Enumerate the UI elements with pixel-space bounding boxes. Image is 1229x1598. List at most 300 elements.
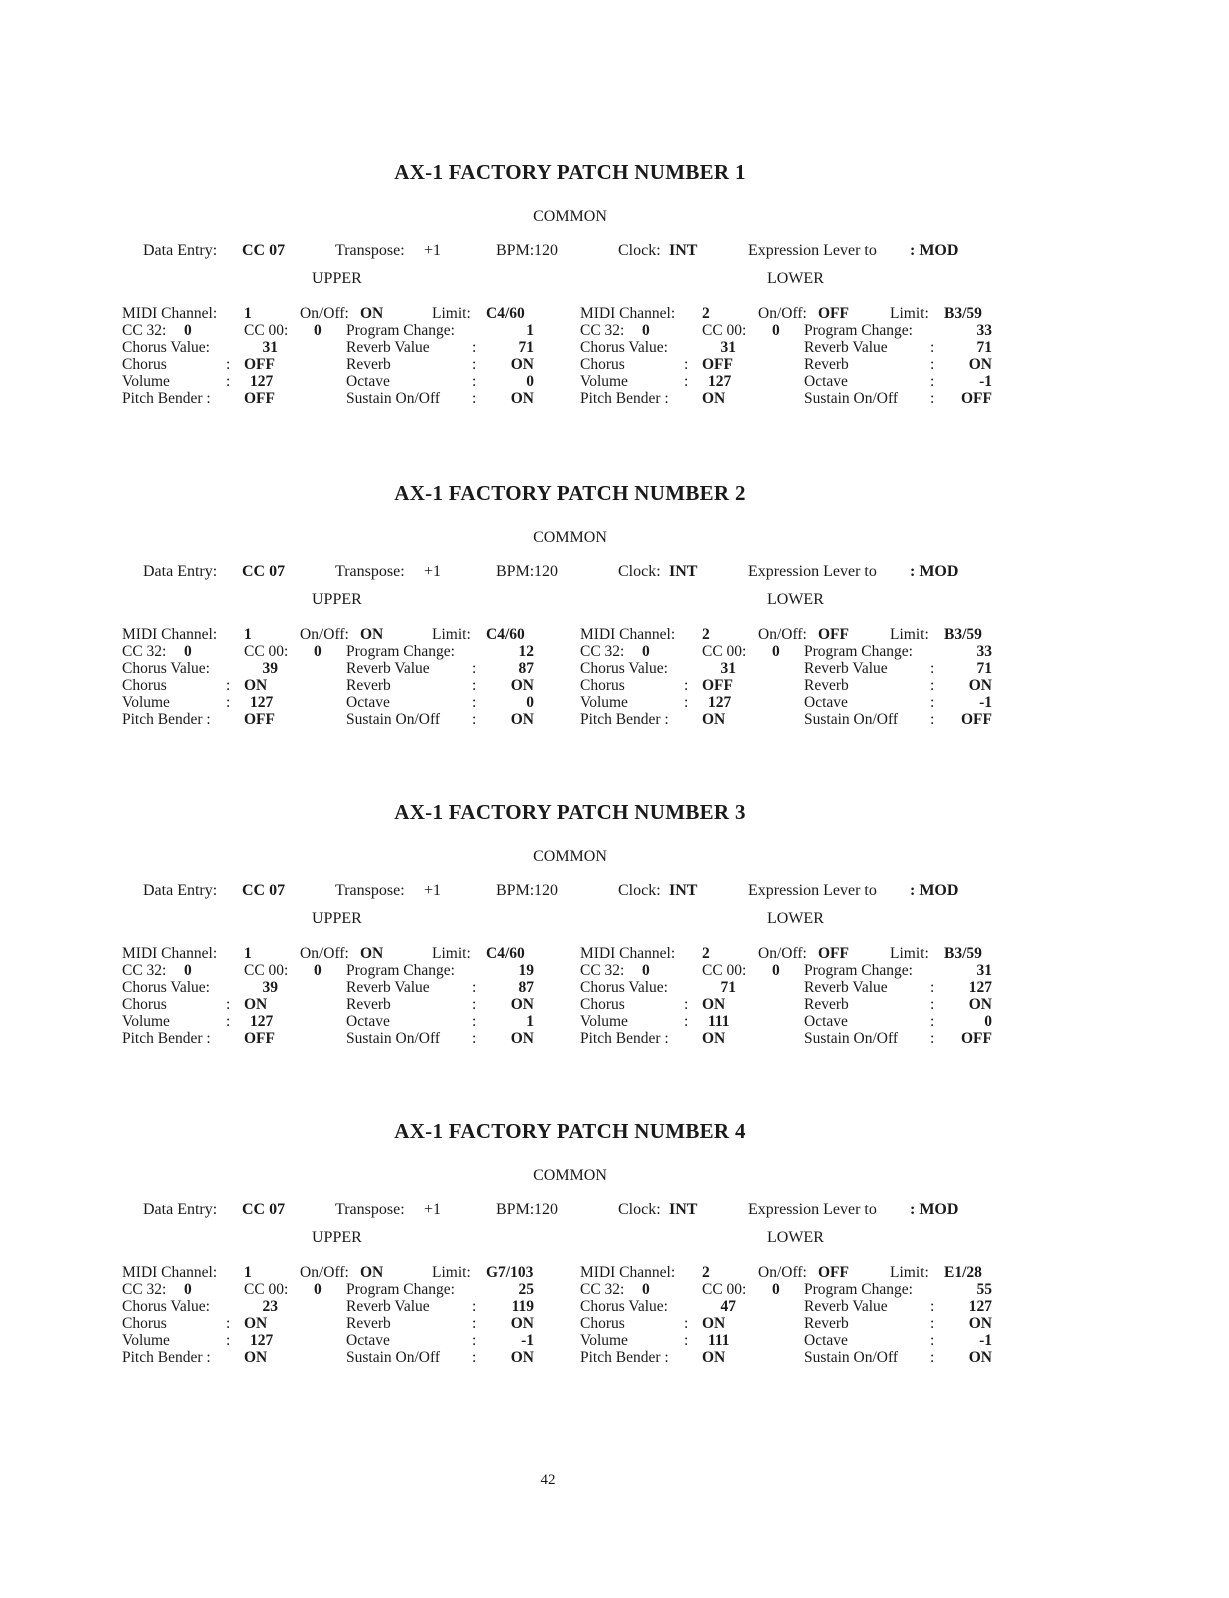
upper-row-midi <box>122 626 552 643</box>
lower-row-volume <box>580 373 1010 390</box>
upper-label: Sustain On/Off <box>346 390 441 407</box>
patch-block <box>0 160 1229 460</box>
upper-label: Octave <box>346 694 390 711</box>
lower-value: OFF <box>702 677 733 694</box>
lower-row-chorus-value <box>580 339 1010 356</box>
lower-value: 31 <box>976 962 992 979</box>
common-value: : MOD <box>910 882 959 899</box>
upper-value: -1 <box>521 1332 534 1349</box>
upper-value: C4/60 <box>486 945 525 962</box>
upper-row-chorus <box>122 677 552 694</box>
upper-label: Chorus <box>122 1315 167 1332</box>
upper-value: 119 <box>511 1298 534 1315</box>
lower-row-volume <box>580 1332 1010 1349</box>
lower-label: Pitch Bender : <box>580 1349 669 1366</box>
lower-label: Chorus Value: <box>580 979 668 996</box>
lower-label: : <box>930 996 935 1013</box>
lower-row-cc <box>580 643 1010 660</box>
lower-label: : <box>684 677 689 694</box>
upper-label: Pitch Bender : <box>122 1030 211 1047</box>
lower-label: CC 00: <box>702 643 747 660</box>
upper-row-volume <box>122 694 552 711</box>
lower-value: 33 <box>976 643 992 660</box>
lower-label: : <box>930 1349 935 1366</box>
upper-value: 0 <box>526 694 534 711</box>
upper-value: ON <box>360 945 384 962</box>
upper-label: Program Change: <box>346 322 455 339</box>
lower-label: CC 32: <box>580 643 625 660</box>
upper-label: : <box>472 694 477 711</box>
lower-value: 55 <box>976 1281 992 1298</box>
lower-value: 0 <box>772 1281 780 1298</box>
patch-title: AX-1 FACTORY PATCH NUMBER 2 <box>394 481 746 505</box>
lower-value: B3/59 <box>944 945 982 962</box>
lower-value: 47 <box>720 1298 736 1315</box>
upper-row-cc <box>122 962 552 979</box>
lower-label: : <box>930 1013 935 1030</box>
common-label-text: BPM: <box>496 882 535 899</box>
common-label-text: Expression Lever to <box>748 882 877 899</box>
upper-label: MIDI Channel: <box>122 945 218 962</box>
lower-value: E1/28 <box>944 1264 982 1281</box>
upper-label: CC 00: <box>244 322 289 339</box>
common-label-text: Expression Lever to <box>748 1201 877 1218</box>
page-number: 42 <box>540 1472 556 1488</box>
lower-label: Sustain On/Off <box>804 711 899 728</box>
lower-label: MIDI Channel: <box>580 945 676 962</box>
upper-value: 1 <box>526 1013 534 1030</box>
lower-value: OFF <box>818 305 849 322</box>
lower-label: : <box>930 356 935 373</box>
lower-value: 0 <box>642 322 650 339</box>
lower-label: Reverb Value <box>804 1298 888 1315</box>
lower-label: : <box>930 1298 935 1315</box>
lower-row-chorus <box>580 677 1010 694</box>
common-label-text: BPM: <box>496 563 535 580</box>
lower-row-chorus-value <box>580 979 1010 996</box>
upper-heading: UPPER <box>312 270 362 287</box>
lower-label: MIDI Channel: <box>580 305 676 322</box>
lower-label: Reverb Value <box>804 660 888 677</box>
lower-value: B3/59 <box>944 626 982 643</box>
lower-label: Reverb <box>804 677 849 694</box>
upper-row-volume <box>122 1332 552 1349</box>
lower-label: : <box>930 711 935 728</box>
patch-title: AX-1 FACTORY PATCH NUMBER 4 <box>394 1119 746 1143</box>
lower-label: On/Off: <box>758 945 807 962</box>
lower-heading: LOWER <box>767 591 824 608</box>
upper-row-chorus-value <box>122 979 552 996</box>
upper-label: : <box>472 1298 477 1315</box>
common-label-text: Clock: <box>618 1201 661 1218</box>
lower-label: : <box>930 1030 935 1047</box>
common-label-text: 120 <box>534 563 558 580</box>
common-label-text: Clock: <box>618 882 661 899</box>
lower-label: Limit: <box>890 945 929 962</box>
lower-label: Pitch Bender : <box>580 711 669 728</box>
lower-value: ON <box>968 356 992 373</box>
lower-label: : <box>930 660 935 677</box>
lower-label: Volume <box>580 1013 628 1030</box>
lower-label: Reverb <box>804 996 849 1013</box>
upper-label: Volume <box>122 1013 170 1030</box>
upper-label: Reverb <box>346 677 391 694</box>
upper-row-pitch-bender <box>122 1349 552 1366</box>
common-value: INT <box>669 242 698 259</box>
upper-value: ON <box>510 356 534 373</box>
upper-label: CC 32: <box>122 643 167 660</box>
lower-row-pitch-bender <box>580 711 1010 728</box>
upper-label: MIDI Channel: <box>122 1264 218 1281</box>
upper-value: 87 <box>518 660 534 677</box>
lower-row-pitch-bender <box>580 1030 1010 1047</box>
upper-label: Octave <box>346 1332 390 1349</box>
lower-row-cc <box>580 322 1010 339</box>
lower-label: Octave <box>804 1013 848 1030</box>
lower-value: 0 <box>642 643 650 660</box>
upper-value: 1 <box>244 305 252 322</box>
upper-value: ON <box>510 390 534 407</box>
upper-label: Sustain On/Off <box>346 1349 441 1366</box>
upper-label: : <box>472 711 477 728</box>
upper-label: : <box>472 979 477 996</box>
upper-label: : <box>472 390 477 407</box>
upper-label: CC 00: <box>244 1281 289 1298</box>
lower-value: ON <box>968 996 992 1013</box>
upper-label: Chorus Value: <box>122 660 210 677</box>
upper-label: : <box>472 1315 477 1332</box>
upper-label: CC 32: <box>122 962 167 979</box>
upper-row-chorus-value <box>122 660 552 677</box>
upper-row-volume <box>122 373 552 390</box>
upper-label: Reverb <box>346 356 391 373</box>
upper-value: 1 <box>244 945 252 962</box>
lower-label: Chorus Value: <box>580 339 668 356</box>
upper-label: Pitch Bender : <box>122 1349 211 1366</box>
common-label-text: Clock: <box>618 242 661 259</box>
lower-heading: LOWER <box>767 910 824 927</box>
upper-label: Limit: <box>432 1264 471 1281</box>
lower-value: 31 <box>720 660 736 677</box>
lower-label: CC 32: <box>580 1281 625 1298</box>
lower-label: Reverb <box>804 356 849 373</box>
lower-label: Chorus Value: <box>580 660 668 677</box>
lower-value: OFF <box>818 945 849 962</box>
lower-value: 33 <box>976 322 992 339</box>
upper-value: 0 <box>184 322 192 339</box>
lower-label: : <box>930 694 935 711</box>
common-label-text: Transpose: <box>335 882 405 899</box>
lower-value: ON <box>702 1349 726 1366</box>
lower-value: OFF <box>818 1264 849 1281</box>
upper-value: OFF <box>244 1030 275 1047</box>
upper-label: Chorus Value: <box>122 1298 210 1315</box>
lower-label: Reverb Value <box>804 979 888 996</box>
upper-label: Program Change: <box>346 643 455 660</box>
common-value: CC 07 <box>242 563 286 580</box>
upper-label: Volume <box>122 694 170 711</box>
upper-value: ON <box>510 1315 534 1332</box>
lower-value: 2 <box>702 305 710 322</box>
upper-value: 87 <box>518 979 534 996</box>
lower-value: OFF <box>961 711 992 728</box>
lower-row-chorus <box>580 996 1010 1013</box>
lower-label: CC 00: <box>702 962 747 979</box>
lower-label: Program Change: <box>804 1281 913 1298</box>
lower-label: CC 32: <box>580 962 625 979</box>
upper-value: 0 <box>314 643 322 660</box>
upper-heading: UPPER <box>312 910 362 927</box>
common-label-text: Data Entry: <box>143 882 218 899</box>
common-value: : MOD <box>910 242 959 259</box>
upper-value: 0 <box>314 1281 322 1298</box>
lower-value: 0 <box>642 962 650 979</box>
lower-label: CC 00: <box>702 322 747 339</box>
lower-row-pitch-bender <box>580 1349 1010 1366</box>
patch-block <box>0 800 1229 1100</box>
patch-block <box>0 481 1229 781</box>
lower-value: 2 <box>702 626 710 643</box>
upper-value: 1 <box>244 1264 252 1281</box>
lower-label: On/Off: <box>758 1264 807 1281</box>
upper-value: 0 <box>184 1281 192 1298</box>
lower-label: MIDI Channel: <box>580 1264 676 1281</box>
lower-value: OFF <box>961 390 992 407</box>
upper-row-pitch-bender <box>122 1030 552 1047</box>
upper-value: 25 <box>518 1281 534 1298</box>
lower-label: CC 32: <box>580 322 625 339</box>
lower-heading: LOWER <box>767 1229 824 1246</box>
lower-row-midi <box>580 945 1010 962</box>
lower-value: 127 <box>968 979 992 996</box>
lower-label: Limit: <box>890 1264 929 1281</box>
common-label-text: Data Entry: <box>143 563 218 580</box>
lower-row-chorus <box>580 1315 1010 1332</box>
upper-value: 127 <box>250 694 274 711</box>
upper-label: On/Off: <box>300 945 349 962</box>
lower-row-chorus-value <box>580 1298 1010 1315</box>
lower-label: : <box>930 979 935 996</box>
upper-value: G7/103 <box>486 1264 534 1281</box>
upper-label: : <box>472 1349 477 1366</box>
upper-value: ON <box>244 1349 268 1366</box>
upper-label: On/Off: <box>300 626 349 643</box>
lower-label: Sustain On/Off <box>804 390 899 407</box>
lower-label: Chorus <box>580 1315 625 1332</box>
upper-value: ON <box>510 996 534 1013</box>
upper-value: 127 <box>250 1332 274 1349</box>
lower-label: Reverb <box>804 1315 849 1332</box>
lower-label: : <box>684 1013 689 1030</box>
upper-label: Sustain On/Off <box>346 711 441 728</box>
lower-row-chorus <box>580 356 1010 373</box>
upper-label: : <box>472 339 477 356</box>
upper-label: MIDI Channel: <box>122 626 218 643</box>
upper-value: OFF <box>244 390 275 407</box>
upper-label: Limit: <box>432 626 471 643</box>
upper-row-volume <box>122 1013 552 1030</box>
lower-value: ON <box>968 1349 992 1366</box>
upper-label: Reverb Value <box>346 1298 430 1315</box>
upper-value: 71 <box>518 339 534 356</box>
lower-label: Volume <box>580 694 628 711</box>
upper-value: 39 <box>262 660 278 677</box>
upper-value: OFF <box>244 356 275 373</box>
upper-value: OFF <box>244 711 275 728</box>
upper-label: Octave <box>346 373 390 390</box>
common-label-text: +1 <box>424 882 442 899</box>
upper-value: ON <box>360 1264 384 1281</box>
lower-value: ON <box>968 677 992 694</box>
lower-label: Pitch Bender : <box>580 390 669 407</box>
lower-label: Sustain On/Off <box>804 1030 899 1047</box>
lower-label: Chorus Value: <box>580 1298 668 1315</box>
upper-label: MIDI Channel: <box>122 305 218 322</box>
common-heading: COMMON <box>533 208 607 225</box>
patch-title: AX-1 FACTORY PATCH NUMBER 1 <box>394 160 746 184</box>
lower-label: Pitch Bender : <box>580 1030 669 1047</box>
common-label-text: Data Entry: <box>143 1201 218 1218</box>
upper-value: 0 <box>184 962 192 979</box>
upper-label: CC 00: <box>244 962 289 979</box>
upper-row-chorus-value <box>122 339 552 356</box>
upper-label: : <box>226 677 231 694</box>
lower-label: : <box>930 1332 935 1349</box>
upper-value: C4/60 <box>486 305 525 322</box>
upper-value: 12 <box>518 643 534 660</box>
upper-label: CC 32: <box>122 322 167 339</box>
upper-label: Program Change: <box>346 962 455 979</box>
upper-label: Volume <box>122 1332 170 1349</box>
upper-label: CC 00: <box>244 643 289 660</box>
lower-value: 2 <box>702 1264 710 1281</box>
patch-block <box>0 1119 1229 1419</box>
upper-label: Pitch Bender : <box>122 390 211 407</box>
upper-label: : <box>472 677 477 694</box>
common-label-text: Transpose: <box>335 242 405 259</box>
upper-value: 127 <box>250 1013 274 1030</box>
lower-value: 111 <box>708 1013 730 1030</box>
upper-row-chorus <box>122 356 552 373</box>
lower-value: 71 <box>976 339 992 356</box>
lower-label: : <box>684 356 689 373</box>
lower-heading: LOWER <box>767 270 824 287</box>
common-value: : MOD <box>910 563 959 580</box>
upper-value: 0 <box>184 643 192 660</box>
lower-value: ON <box>702 996 726 1013</box>
lower-value: 0 <box>772 322 780 339</box>
upper-label: Chorus <box>122 356 167 373</box>
lower-row-midi <box>580 1264 1010 1281</box>
lower-row-midi <box>580 626 1010 643</box>
lower-value: 127 <box>708 694 732 711</box>
upper-label: : <box>472 1332 477 1349</box>
lower-label: : <box>684 694 689 711</box>
lower-label: : <box>930 339 935 356</box>
upper-label: Reverb Value <box>346 339 430 356</box>
upper-row-chorus-value <box>122 1298 552 1315</box>
upper-value: ON <box>360 626 384 643</box>
upper-value: ON <box>244 1315 268 1332</box>
lower-value: ON <box>702 390 726 407</box>
common-heading: COMMON <box>533 1167 607 1184</box>
upper-value: 39 <box>262 979 278 996</box>
upper-value: 0 <box>314 322 322 339</box>
lower-value: -1 <box>979 694 992 711</box>
upper-row-chorus <box>122 1315 552 1332</box>
lower-value: 111 <box>708 1332 730 1349</box>
patch-title: AX-1 FACTORY PATCH NUMBER 3 <box>394 800 746 824</box>
lower-label: Volume <box>580 1332 628 1349</box>
lower-label: Limit: <box>890 626 929 643</box>
upper-label: Chorus <box>122 996 167 1013</box>
common-label-text: Clock: <box>618 563 661 580</box>
upper-label: : <box>226 1315 231 1332</box>
lower-value: ON <box>702 711 726 728</box>
upper-label: : <box>226 356 231 373</box>
lower-value: ON <box>702 1315 726 1332</box>
upper-label: : <box>472 660 477 677</box>
upper-label: : <box>472 373 477 390</box>
upper-label: Chorus <box>122 677 167 694</box>
lower-value: 2 <box>702 945 710 962</box>
lower-label: Volume <box>580 373 628 390</box>
lower-row-cc <box>580 1281 1010 1298</box>
lower-label: Chorus <box>580 356 625 373</box>
upper-label: Sustain On/Off <box>346 1030 441 1047</box>
upper-value: ON <box>360 305 384 322</box>
upper-label: : <box>226 373 231 390</box>
common-label-text: Expression Lever to <box>748 563 877 580</box>
lower-label: : <box>684 373 689 390</box>
upper-label: Limit: <box>432 305 471 322</box>
upper-label: Chorus Value: <box>122 339 210 356</box>
upper-label: : <box>226 1332 231 1349</box>
common-label-text: BPM: <box>496 1201 535 1218</box>
lower-label: Octave <box>804 373 848 390</box>
lower-label: On/Off: <box>758 626 807 643</box>
lower-label: Program Change: <box>804 322 913 339</box>
upper-label: Chorus Value: <box>122 979 210 996</box>
lower-value: B3/59 <box>944 305 982 322</box>
lower-label: Octave <box>804 694 848 711</box>
upper-value: 31 <box>262 339 278 356</box>
lower-label: : <box>930 1315 935 1332</box>
lower-row-cc <box>580 962 1010 979</box>
upper-row-cc <box>122 1281 552 1298</box>
lower-value: ON <box>968 1315 992 1332</box>
upper-label: On/Off: <box>300 305 349 322</box>
upper-value: 0 <box>314 962 322 979</box>
upper-value: 0 <box>526 373 534 390</box>
upper-value: 1 <box>526 322 534 339</box>
upper-label: Volume <box>122 373 170 390</box>
lower-label: On/Off: <box>758 305 807 322</box>
common-label-text: Data Entry: <box>143 242 218 259</box>
lower-value: 0 <box>772 962 780 979</box>
upper-label: Reverb <box>346 996 391 1013</box>
common-label-text: Transpose: <box>335 563 405 580</box>
upper-value: ON <box>244 996 268 1013</box>
upper-value: ON <box>510 711 534 728</box>
lower-label: : <box>930 677 935 694</box>
common-heading: COMMON <box>533 848 607 865</box>
upper-label: On/Off: <box>300 1264 349 1281</box>
lower-label: Program Change: <box>804 643 913 660</box>
common-label-text: 120 <box>534 882 558 899</box>
common-value: : MOD <box>910 1201 959 1218</box>
lower-label: MIDI Channel: <box>580 626 676 643</box>
